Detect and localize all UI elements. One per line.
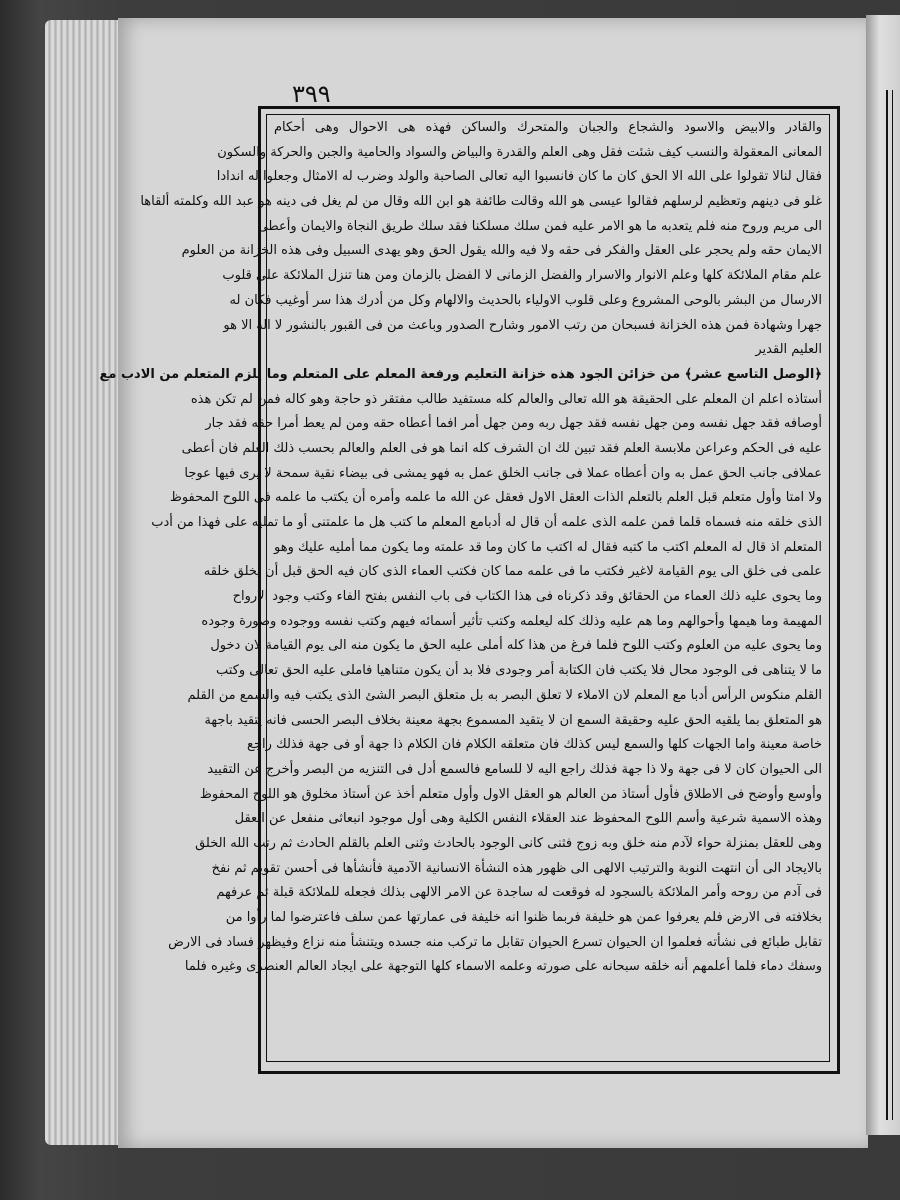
text-line: وسفك دماء فلما أعلمهم أنه خلقه سبحانه على صورته وعلمه الاسماء كلها التوجهة على ايجاد العالم العنصرى وغيره فلما — [184, 959, 822, 975]
text-line: بالايجاد الى أن انتهت النوبة والترتيب الالهى الى ظهور هذه النشأة الانسانية الآدمية فأنشأها فى أحسن تقويم ثم نفخ — [211, 860, 822, 876]
text-line: والقادر والابيض والاسود والشجاع والجبان والمتحرك والساكن فهذه هى الاحوال وهى أحكام — [274, 120, 822, 135]
text-line: الذى خلقه منه فسماه قلما فمن علمه الذى علمه أن قال له أدبامع المعلم ما كتب هل ما علمتنى أو ما تمليه على فهذا من أدب — [151, 515, 822, 530]
page-number: ۳۹۹ — [292, 80, 331, 108]
text-line: القلم منكوس الرأس أدبا مع المعلم لان الاملاء لا تعلق البصر به بل متعلق البصر الشئ الذى يكتب فيه والسمع من القلم — [187, 687, 822, 703]
text-line: المتعلم اذ قال له المعلم اكتب ما كتبه فقال له اكتب ما كان وما قد علمته وما يكون مما أمليه عليك وهو — [274, 539, 822, 555]
text-line: الارسال من البشر بالوحى المشروع وعلى قلوب الاولياء بالحديث والالهام وكل من أدرك هذا سر أوغيب فكان له — [229, 292, 822, 308]
text-line: عليه فى الحكم وعراعن ملابسة العلم فقد تبين لك ان الشرف كله انما هو فى العلم والعالم بحسب ذلك العلم فان أعطى — [181, 440, 822, 456]
text-line: علم مقام الملائكة كلها وعلم الانوار والاسرار والفضل الزمانى لا الفضل بالزمان ومن هنا تنزل الملائكة على قلوب — [222, 268, 822, 284]
text-line: وهذه الاسمية شرعية وأسم اللوح المحفوظ عند العقلاء النفس الكلية وهى أول موجود انبعاثى منفعل عن العقل — [234, 811, 822, 827]
text-line: وما يحوى عليه ذلك العماء من الحقائق وقد ذكرناه فى هذا الكتاب فى باب النفس بفتح الفاء وكتب وجود الارواح — [232, 589, 822, 605]
text-line: علمى فى خلق الى يوم القيامة لاغير فكتب ما فى علمه مما كان فكتب العماء الذى كان فيه الحق قبل أن يخلق خلقه — [203, 564, 822, 580]
text-line: فى آدم من روحه وأمر الملائكة بالسجود له فوقعت له ساجدة عن الامر الالهى بذلك فجعله للملائكة قبلة ثم عرفهم — [216, 885, 822, 901]
facing-page-edge — [866, 15, 900, 1135]
text-line: بخلافته فى الارض فلم يعرفوا عمن هو خليفة فربما ظنوا انه خليفة فى عمارتها عمن سلف فاعترضوا لما رأوا من — [225, 910, 822, 925]
text-line: الى الحيوان كان لا فى جهة ولا ذا جهة فذلك راجع اليه لا للسامع فالسمع أدل فى التنزيه من البصر وأخرج عن التقييد — [207, 761, 822, 777]
text-line: هو المتعلق بما يلقيه الحق عليه وحقيقة السمع ان لا يتقيد المسموع بجهة معينة بخلاف البصر الحسى فانه يتقيد باجهة — [204, 712, 822, 728]
text-line: المعانى المعقولة والنسب كيف شئت فقل وهى العلم والقدرة والبياض والسواد والحامية والجبن والحركة والسكون — [217, 144, 822, 160]
text-line: الايمان حقه ولم يحجر على العقل والفكر فى حقه ولا فيه والله يقول الحق وهو يهدى السبيل وفى هذه الخزانة من العلوم — [181, 243, 822, 259]
text-line: أستاذه اعلم ان المعلم على الحقيقة هو الله تعالى والعالم كله مستفيد طالب مفتقر ذو حاجة وهو كاله فمن لم تكن هذه — [190, 391, 822, 407]
arabic-text-block — [99, 116, 822, 1056]
text-line: المهيمة وما هيمها وأحوالهم وما هم عليه وذلك كله ليعلمه وكتب تأثير أسمائه فيهم وكتب نفسه ووجوده وصورة وجوده — [201, 613, 822, 629]
text-line: ولا امتا وأول متعلم قبل العلم بالتعلم الذات العقل الاول فعقل عن الله ما علمه وأمره أن يكتب ما علمه فى اللوح المحفوظ — [169, 490, 822, 506]
text-line: خاصة معينة واما الجهات كلها والسمع ليس كذلك فان متعلقه الكلام فان الكلام ذا جهة أو فى جهة فذلك راجع — [247, 737, 822, 753]
text-line: فقال لنالا تقولوا على الله الا الحق كان ما كان فانسبوا اليه تعالى الصاحبة والولد وضرب له الامثال وجعلوا له اندادا — [216, 169, 822, 185]
text-line: العليم القدير — [755, 342, 822, 358]
text-line: ﴿الوصل التاسع عشر﴾ من خزائن الجود هذه خزانة التعليم ورفعة المعلم على المتعلم وما يلزم المتعلم من الادب مع — [99, 366, 822, 382]
text-line: عملافى جانب الحق عمل به وان أعطاه عملا فى جانب الخلق عمل به فهو يمشى فى بيضاء نقية سمحة لا يرى فيها عوجا — [184, 465, 822, 481]
text-line: غلو فى دينهم وتعظيم لرسلهم فقالوا عيسى هو الله وقالت طائفة هو ابن الله وقال من لم يغل فى دينه هو عبد الله وكلمته ألقاها — [140, 194, 822, 210]
text-line: تقابل طبائع فى نشأته فعلموا ان الحيوان تسرع الحيوان تقابل ما تركب منه جسده ويتنشأ منه نزاع وفيظهر فساد فى الارض — [168, 934, 822, 950]
text-line: ما لا يتناهى فى الوجود محال فلا يكتب فان الكتابة أمر وجودى فلا بد أن يكون متناهيا فاملى عليه الحق تعالى وكتب — [216, 663, 822, 679]
text-line: أوصافه فقد جهل نفسه ومن جهل نفسه فقد جهل ربه ومن جهل أمر افما أعطاه حقه ومن لم يعط أمرا حقه فقد جار — [205, 416, 822, 432]
text-line: وما يحوى عليه من العلوم وكتب اللوح فلما فرغ من هذا كله أملى عليه الحق ما يكون منه الى يوم القيامة لان دخول — [210, 638, 822, 654]
text-line: الى مريم وروح منه فلم يتعدبه ما هو الامر عليه فمن سلك مسلكنا فقد سلك طريق النجاة والايمان وأعطى — [257, 218, 822, 234]
text-line: جهرا وشهادة فمن هذه الخزانة فسبحان من رتب الامور وشارح الصدور وباعث من فى القبور بالنشور لا اله الا هو — [223, 317, 822, 333]
text-line: وأوسع وأوضح فى الاطلاق فأول أستاذ من العالم هو العقل الاول وأول متعلم أخذ عن أستاذ مخلوق هو اللوح المحفوظ — [199, 786, 822, 802]
facing-page-border — [886, 90, 893, 1120]
text-line: وهى للعقل بمنزلة حواء لآدم منه خلق وبه زوج فثنى كانى الوجود بالحادث وثنى العلم بالقلم الحادث ثم رتب الله الخلق — [195, 835, 822, 851]
